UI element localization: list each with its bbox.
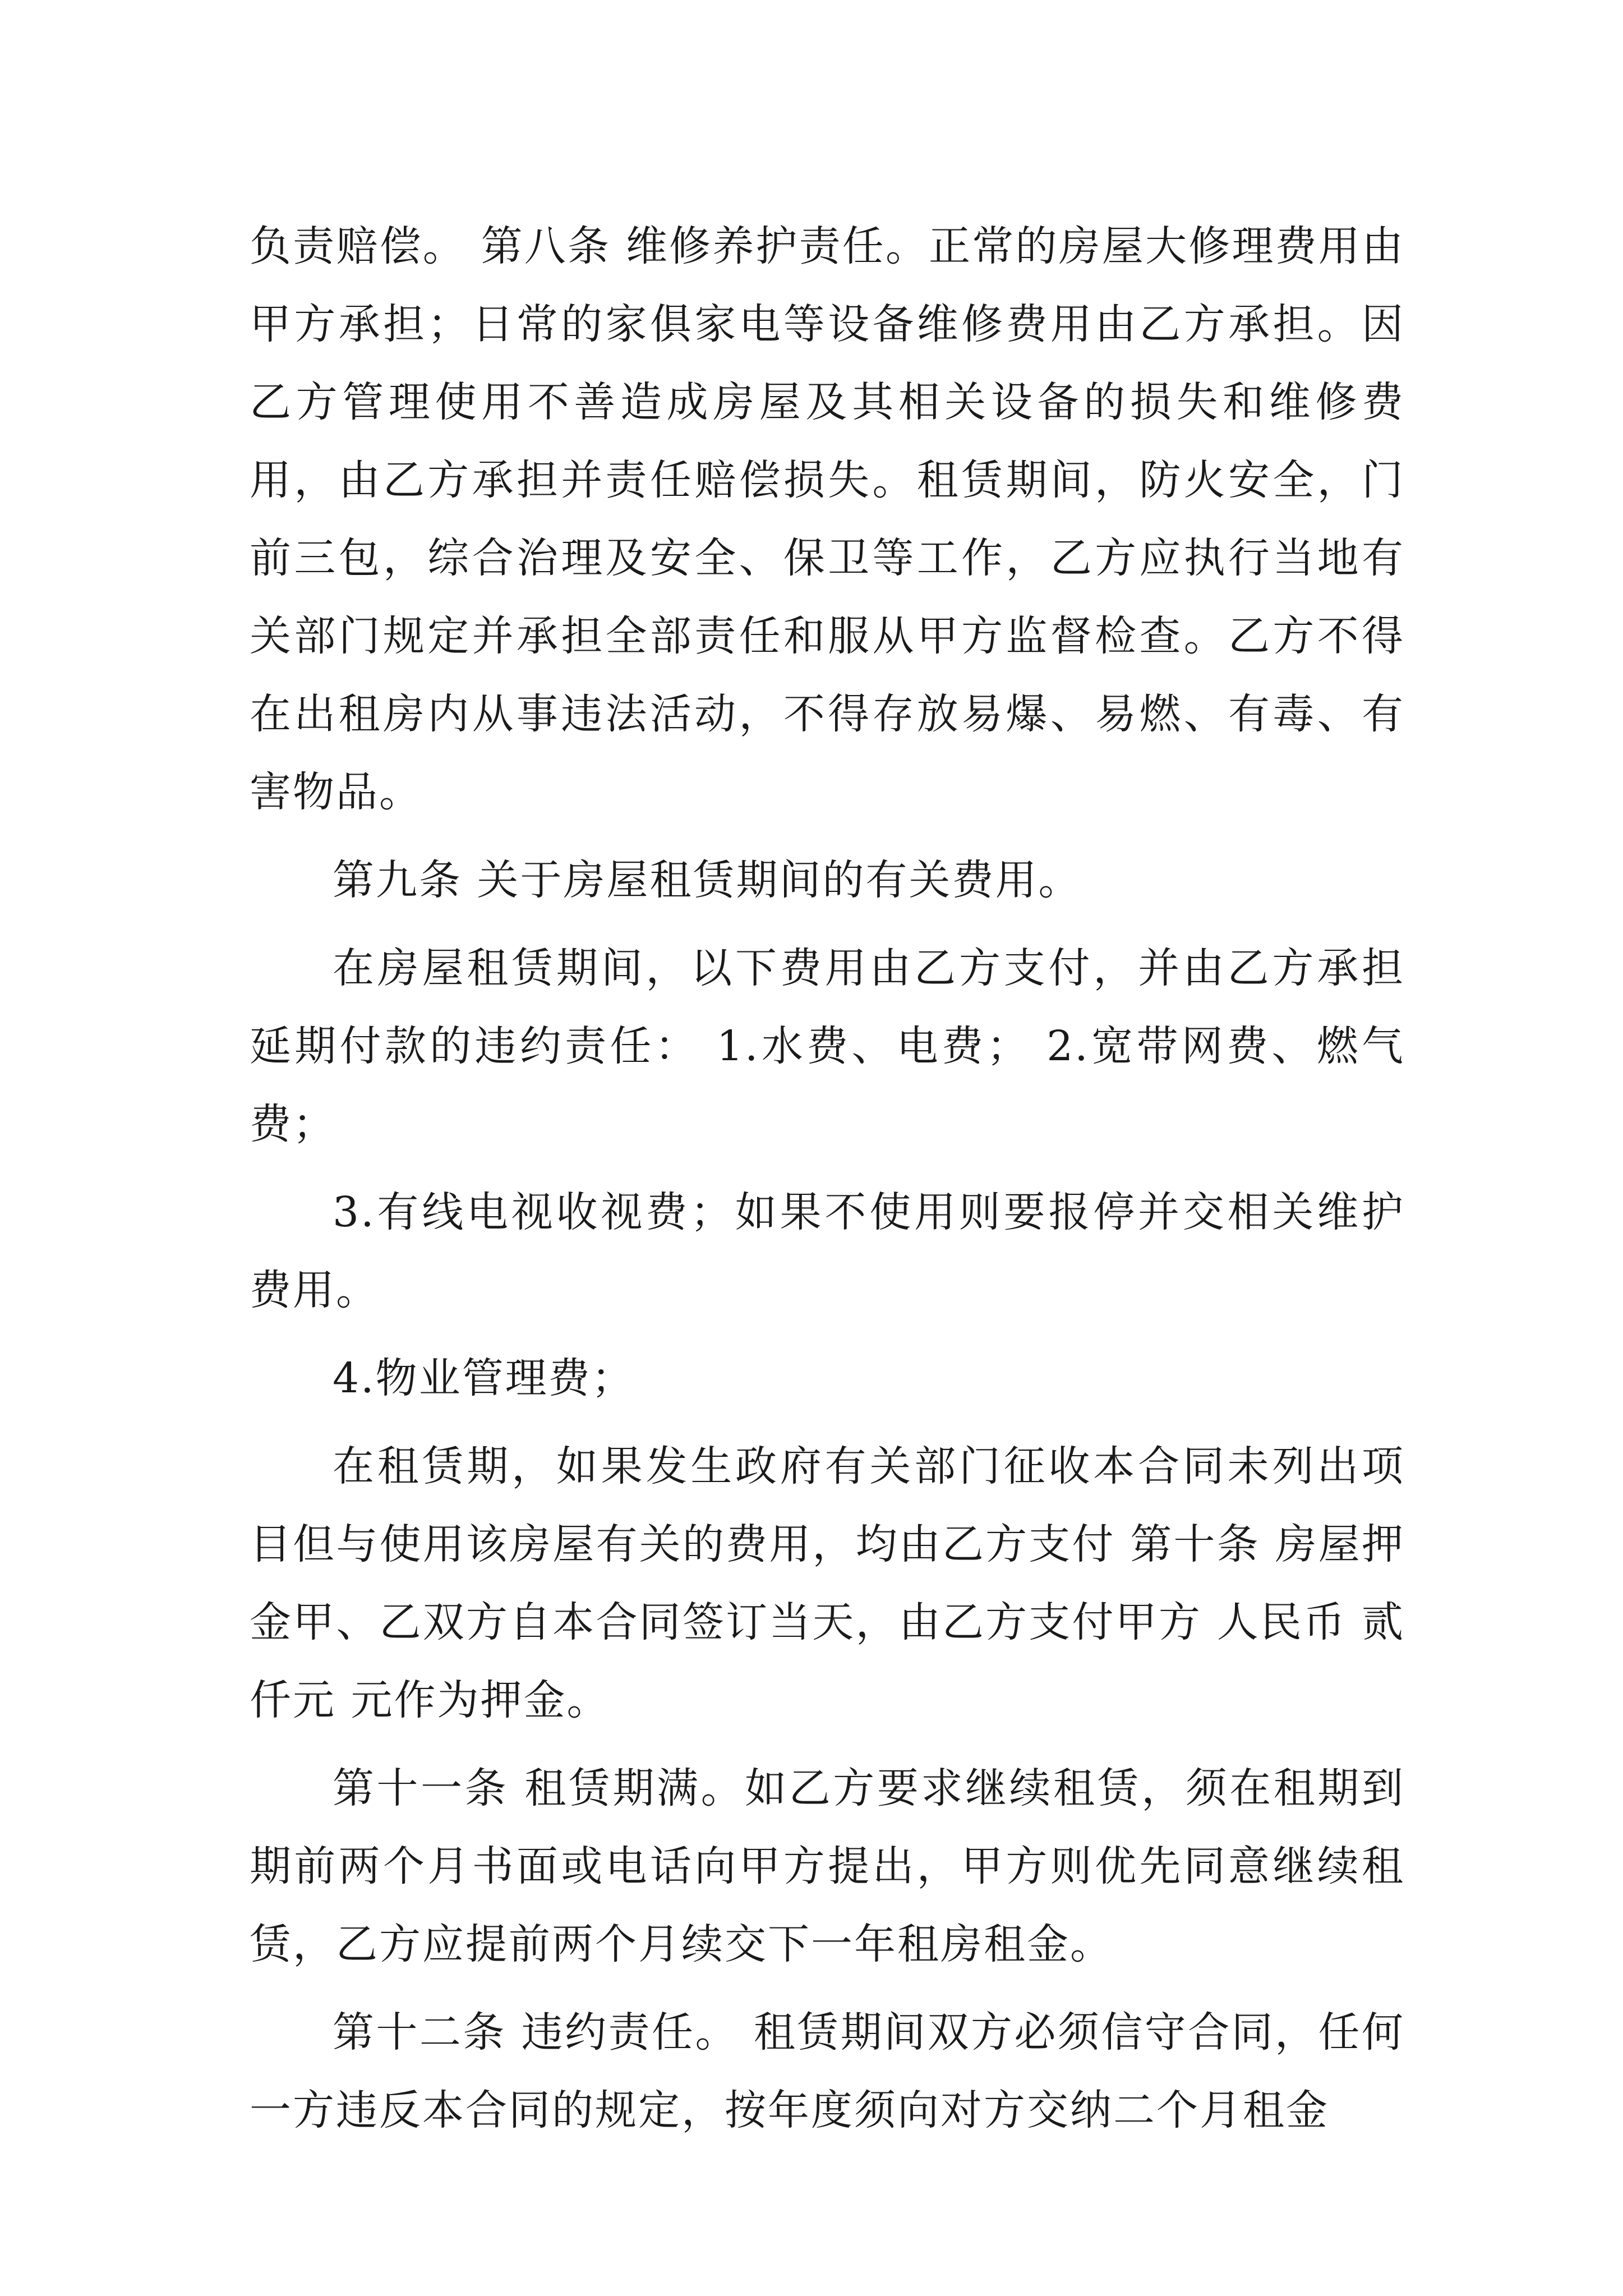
document-body	[250, 208, 1405, 2150]
paragraph-article-8-repair: 负责赔偿。 第八条 维修养护责任。正常的房屋大修理费用由甲方承担；日常的家俱家电等设备维修费用由乙方承担。因乙方管理使用不善造成房屋及其相关设备的损失和维修费用，由乙方承担并责任赔偿损失。租赁期间，防火安全，门前三包，综合治理及安全、保卫等工作，乙方应执行当地有关部门规定并承担全部责任和服从甲方监督检查。乙方不得在出租房内从事违法活动，不得存放易爆、易燃、有毒、有害物品。	[250, 222, 1405, 816]
paragraph-article-11-renewal: 第十一条 租赁期满。如乙方要求继续租赁，须在租期到期前两个月书面或电话向甲方提出，甲方则优先同意继续租赁，乙方应提前两个月续交下一年租房租金。	[250, 1764, 1405, 1968]
paragraph-article-12-breach: 第十二条 违约责任。 租赁期间双方必须信守合同，任何一方违反本合同的规定，按年度须向对方交纳二个月租金	[250, 2008, 1405, 2134]
paragraph-cable-tv-fee: 3.有线电视收视费；如果不使用则要报停并交相关维护费用。	[250, 1188, 1405, 1314]
paragraph-article-9-heading: 第九条 关于房屋租赁期间的有关费用。	[333, 856, 1082, 904]
paragraph-fees-list: 在房屋租赁期间，以下费用由乙方支付，并由乙方承担延期付款的违约责任： 1.水费、电费； 2.宽带网费、燃气费；	[250, 944, 1405, 1148]
paragraph-article-10-deposit: 在租赁期，如果发生政府有关部门征收本合同未列出项目但与使用该房屋有关的费用，均由乙方支付 第十条 房屋押金甲、乙双方自本合同签订当天，由乙方支付甲方 人民币 贰仟元 元作为押金。	[250, 1442, 1405, 1724]
paragraph-property-fee: 4.物业管理费；	[333, 1354, 635, 1402]
